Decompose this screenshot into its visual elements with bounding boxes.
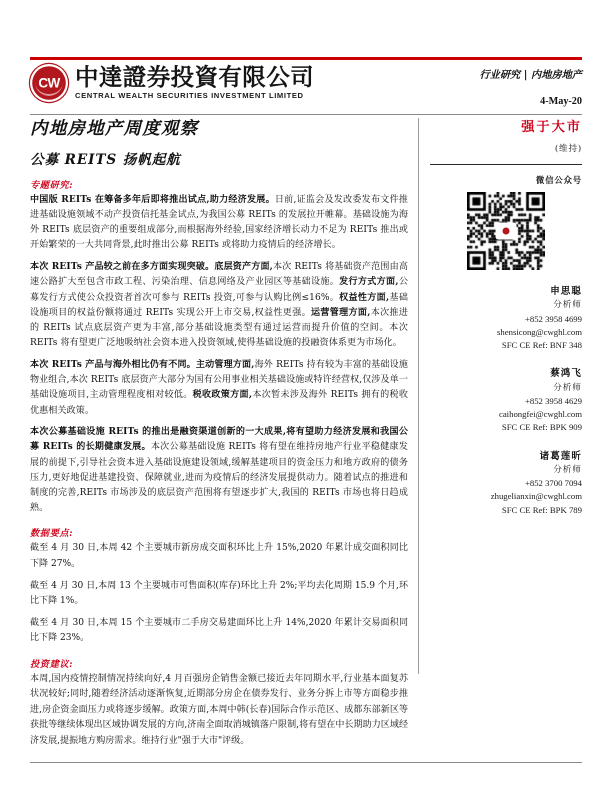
analyst-role: 分析师 [553,300,582,311]
paragraph-body: 日前,证监会及发改委发布文件推进基础设施领域不动产投资信托基金试点,为我国公募 REITs 的发展拉开帷幕。基础设施为海外 REITs 底层资产的重要组成部分,而根据海外经验,国家经济增长动力不足为 REITs 推出或开始繁荣的一大共同背景,此时推出公募 REITs 或将助力疫情后的经济增长。 [30,194,409,251]
page-subtitle: 公募 REITS 扬帆起航 [30,151,181,168]
wechat-label: 微信公众号 [536,175,582,186]
paragraph-special-research-3 [30,358,408,419]
masthead-meta [480,62,583,107]
paragraph-special-research-4 [30,425,408,516]
analyst-name: 申思聪 [550,286,582,298]
analyst-email[interactable]: zhugelianxin@cwghl.com [490,491,582,502]
analyst-role: 分析师 [553,382,582,393]
data-highlight-item: 截至 4 月 30 日,本周 13 个主要城市可售面积(库存)环比上升 2%;平均去化周期 15.9 个月,环比下降 1%。 [30,580,408,607]
analyst-role: 分析师 [553,464,582,475]
sidebar [430,120,582,517]
section-heading-investment-advice: 投资建议: [30,658,74,670]
company-brand [30,64,314,102]
analyst-card [430,367,582,434]
paragraph-lead: 本次 REITs 产品与海外相比仍有不同。主动管理方面, [30,359,255,370]
masthead-divider [30,114,582,115]
analyst-phone[interactable]: +852 3958 4699 [524,313,582,324]
paragraph-special-research-1 [30,193,408,254]
analyst-phone[interactable]: +852 3958 4629 [524,395,582,406]
paragraph-body: 海外 REITs 持有较为丰富的基础设施物业组合,本次 REITs 底层资产大部分为国有公用事业相关基础设施或特许经营权,仅涉及单一基础设施项目,主动管理程度相对较低。税收政策方面,本次暂未涉及海外 REITs 拥有的税收优惠相关政策。 [30,359,409,416]
footer-divider [30,762,582,763]
data-highlight-item: 截至 4 月 30 日,本周 15 个主要城市二手房交易建面环比上升 14%,2020 年累计交易面积同比下降 23%。 [30,618,408,644]
section-heading-special-research: 专题研究: [30,179,74,191]
analyst-license: SFC CE Ref: BPK 789 [501,504,582,515]
sidebar-divider [430,164,582,165]
paragraph-lead: 中国版 REITs 在筹备多年后即将推出试点,助力经济发展。 [30,194,275,205]
analyst-card [430,285,582,352]
analyst-name: 诸葛莲昕 [539,450,582,462]
analyst-email[interactable]: shensicong@cwghl.com [497,326,582,337]
paragraph-body: 本次公募基础设施 REITs 将有望在维持房地产行业平稳健康发展的前提下,引导社会资本进入基础设施建设领域,缓解基建项目的资金压力和地方政府的债务压力,更好地促进基建投资、保障就业,进而为疫情后的经济发展提供动力。随着试点的推进和制度的完善,REITs 市场涉及的底层资产范围将有望逐步扩大,我国的 REITs 市场也将日趋成熟。 [30,442,408,514]
column-divider [418,118,419,674]
investment-advice-paragraph: 本周,国内疫情控制情况持续向好,4 月百强房企销售金额已接近去年同期水平,行业基本面复苏状况较好;同时,随着经济活动逐渐恢复,近期部分房企在债券发行、业务分拆上市等方面稳步推进,房企资金面压力或将逐步缓解。政策方面,本周中韩(长春)国际合作示范区、成都东部新区等获批等继续体现出区域协调发展的方向,济南全面取消城镇落户限制,将有望在中长期助力区域经济发展,提振地方购房需求。维持行业"强于大市"评级。 [30,673,408,746]
qr-logo-dot-icon [503,228,510,235]
company-name-en: CENTRAL WEALTH SECURITIES INVESTMENT LIMITED [75,91,304,101]
paragraph-special-research-2 [30,260,408,351]
page-title: 内地房地产周度观察 [30,119,199,139]
analyst-card [430,450,582,517]
qr-wrapper [430,192,582,270]
data-highlight-item: 截至 4 月 30 日,本周 42 个主要城市新房成交面积环比上升 15%,2020 年累计成交面积同比下降 27%。 [30,543,408,569]
analyst-email[interactable]: caihongfei@cwghl.com [498,409,582,420]
paragraph-lead: 本次 REITs 产品较之前在多方面实现突破。底层资产方面, [30,262,273,273]
main-content [30,119,408,755]
analyst-name: 蔡鸿飞 [550,368,582,380]
analyst-license: SFC CE Ref: BNF 348 [501,340,582,351]
section-heading-data-highlights: 数据要点: [30,528,74,540]
analyst-license: SFC CE Ref: BPK 909 [501,422,582,433]
paragraph-lead: 本次公募基础设施 REITs 的推出是融资渠道创新的一大成果,将有望助力经济发展和我国公募 REITs 的长期健康发展。 [30,427,408,453]
brand-text-block [75,62,314,101]
rating-status: (维持) [554,143,582,154]
top-accent-rule [30,57,582,60]
qr-center-logo-icon [496,223,517,240]
company-name-cn: 中達證券投資有限公司 [75,62,314,91]
logo-monogram: CW [38,75,60,91]
wechat-qr-code-icon[interactable] [467,192,545,270]
company-logo-icon [30,64,68,102]
report-date: 4-May-20 [540,96,582,107]
masthead [30,62,582,112]
sector-line: 行业研究 | 内地房地产 [479,69,582,81]
paragraph-body: 本次 REITs 将基础资产范围由高速公路扩大至包含市政工程、污染治理、信息网络及产业园区等基础设施。发行方式方面,公募发行方式使公众投资者首次可参与 REITs 投资,可参与认购比例≤16%。权益性方面,基础设施项目的权益份额将通过 REITs 实现公开上市交易,权益性更强。运营管理方面,本次推进的 REITs 试点底层资产更为丰富,部分基础设施类型有通过运营而提升价值的空间。本次 REITs 将有望更广泛地吸纳社会资本进入投资领域,使得基础设施的投融资体系更为市场化。 [30,262,409,349]
analyst-phone[interactable]: +852 3700 7094 [524,478,582,489]
rating-badge: 强于大市 [521,120,582,135]
